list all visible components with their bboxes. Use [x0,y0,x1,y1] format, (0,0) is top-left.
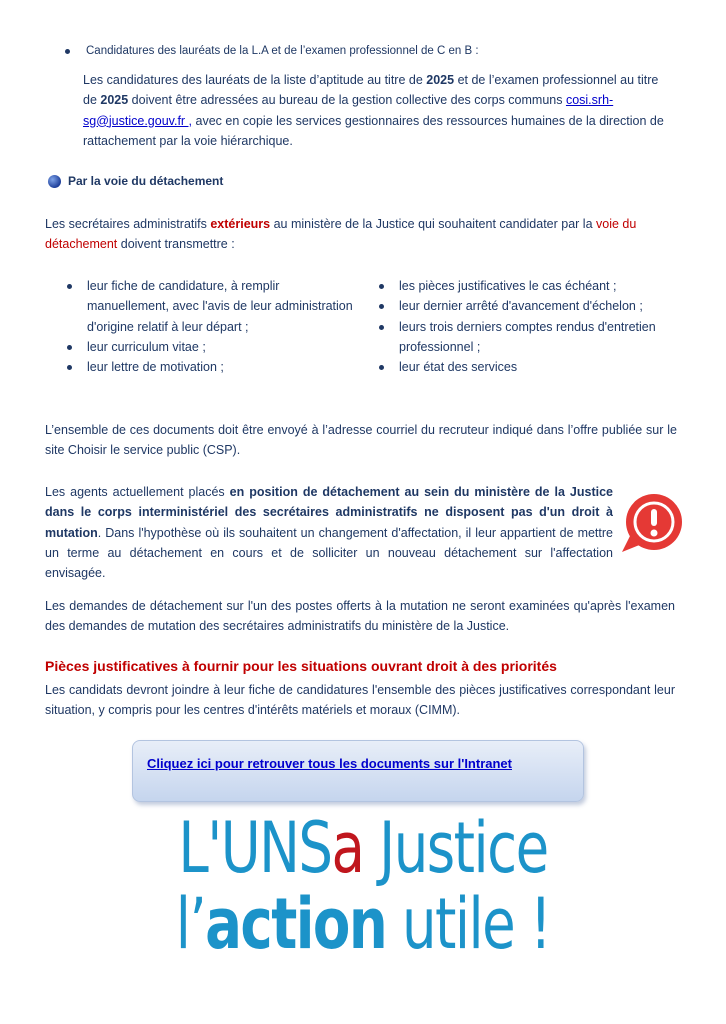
top-bullet [65,42,479,61]
list-item: leur dernier arrêté d'avancement d'échelon ; [374,296,694,316]
detachment-intro: Les secrétaires administratifs extérieurs au ministère de la Justice qui souhaitent candidater par la voie du détachement doivent transmettre : [45,217,637,252]
list-item: leur curriculum vitae ; [62,337,362,357]
list-item: leurs trois derniers comptes rendus d'entretien professionnel ; [374,317,694,358]
blue-ball-icon [48,175,61,188]
pieces-paragraph: Les candidats devront joindre à leur fiche de candidatures l'ensemble des pièces justificatives correspondant leur situation, y compris pour les centres d'intérêts matériels et moraux (CIMM). [45,683,675,718]
list-item: leur lettre de motivation ; [62,357,362,377]
mutation-paragraph: Les demandes de détachement sur l'un des postes offerts à la mutation ne seront examinées qu'après l'examen des demandes de mutation des secrétaires administratifs du ministère de la Justice. [45,599,675,634]
email-link[interactable]: cosi.srh-sg@justice.gouv.fr , [83,93,614,128]
intranet-link[interactable]: Cliquez ici pour retrouver tous les documents sur l'Intranet [147,756,512,771]
documents-list-left [62,276,362,377]
exclamation-alert-icon [618,492,686,556]
logo-line-1: L'UNSa Justice [178,807,548,889]
logo-line-2: l’action utile ! [175,883,551,965]
csp-paragraph: L’ensemble de ces documents doit être envoyé à l’adresse courriel du recruteur indiqué dans l’offre publiée sur le site Choisir le service public (CSP). [45,423,677,458]
top-bullet-text: Candidatures des lauréats de la L.A et de l’examen professionnel de C en B : [86,45,479,57]
detached-agents-paragraph: Les agents actuellement placés en position de détachement au sein du ministère de la Justice dans le corps interministériel des secrétaires administratifs ne disposent pas d'un droit à mutation. Dans l'hypothèse où ils souhaitent un changement d'affectation, il leur appartient de mettre un terme au détachement en cours et de solliciter un nouveau détachement sur l'affectation envisagée. [45,485,613,580]
list-item: leur état des services [374,357,694,377]
list-item: leur fiche de candidature, à remplir manuellement, avec l'avis de leur administration d'origine relatif à leur départ ; [62,276,362,337]
intranet-banner[interactable] [132,740,584,802]
section-title: Pièces justificatives à fournir pour les situations ouvrant droit à des priorités [45,658,557,674]
documents-list-right [374,276,694,377]
list-item: les pièces justificatives le cas échéant ; [374,276,694,296]
detachment-heading: Par la voie du détachement [48,172,223,191]
laureats-paragraph: Les candidatures des lauréats de la liste d’aptitude au titre de 2025 et de l’examen professionnel au titre de 2025 doivent être adressées au bureau de la gestion collective des corps communs cosi.srh-sg@justice.gouv.fr , avec en copie les services gestionnaires des ressources humaines de la direction de rattachement par la voie hiérarchique. [83,73,664,148]
unsa-justice-logo [0,807,726,965]
bullet-dot-icon [65,49,70,54]
